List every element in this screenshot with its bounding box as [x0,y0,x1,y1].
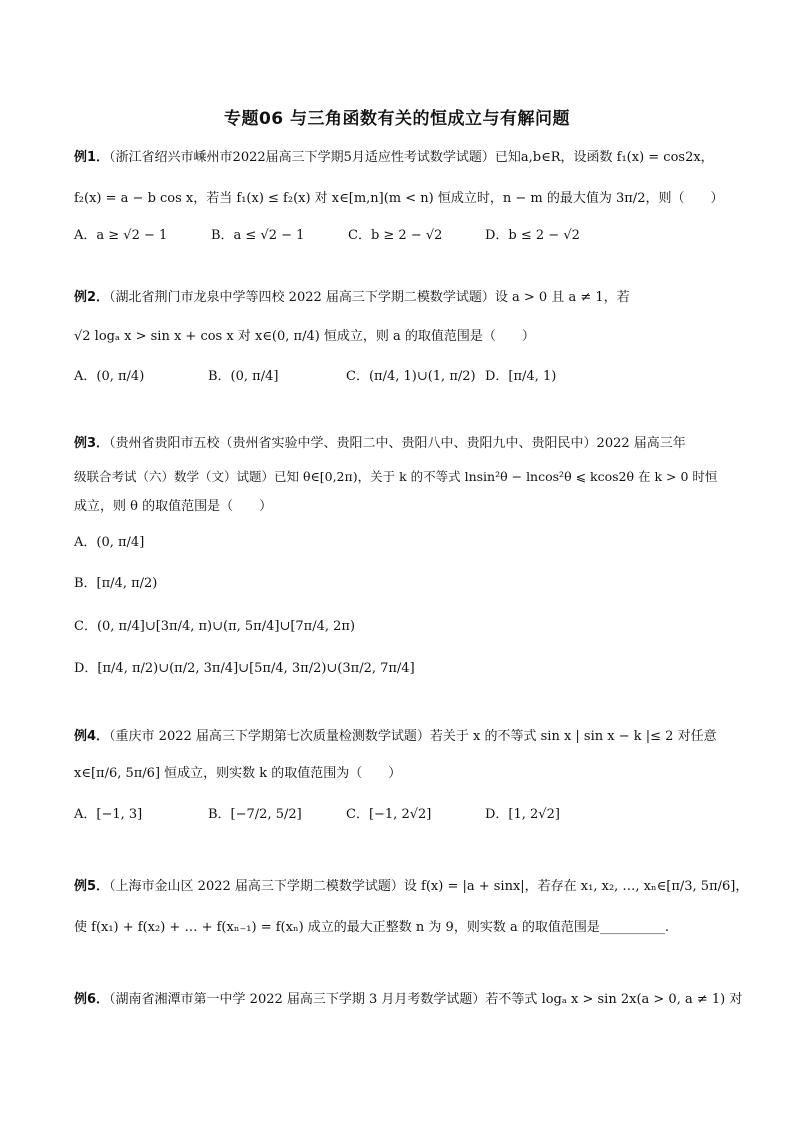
problem-6-line-1: 例6．（湖南省湘潭市第一中学 2022 届高三下学期 3 月月考数学试题）若不等式 logₐ x > sin 2x(a > 0, a ≠ 1) 对 [74,992,743,1007]
problem-1-option-a: A．a ≥ √2 − 1 [74,228,168,243]
problem-5-line-2: 使 f(x₁) + f(x₂) + … + f(xₙ₋₁) = f(xₙ) 成立的最大正整数 n 为 9，则实数 a 的取值范围是__________. [74,920,669,935]
problem-5-line-1: 例5．（上海市金山区 2022 届高三下学期二模数学试题）设 f(x) = |a + sinx|，若存在 x₁, x₂, …, xₙ∈[π/3, 5π/6]， [74,879,749,894]
problem-4-option-a: A．[−1, 3] [74,807,143,822]
problem-3-line-2: 级联合考试（六）数学（文）试题）已知 θ∈[0,2π)，关于 k 的不等式 lnsin²θ − lncos²θ ⩽ kcos2θ 在 k > 0 时恒 [74,469,718,484]
problem-1-option-d: D．b ≤ 2 − √2 [485,228,580,243]
problem-4-line-1: 例4．（重庆市 2022 届高三下学期第七次质量检测数学试题）若关于 x 的不等式 sin x | sin x − k |≤ 2 对任意 [74,729,717,744]
problem-1-tag: 例1． [74,150,110,165]
problem-3-option-b: B．[π/4, π/2) [74,576,158,591]
problem-4-option-b: B．[−7/2, 5/2] [208,807,302,822]
problem-2-option-d: D．[π/4, 1) [485,369,557,384]
problem-4-tag: 例4． [74,729,110,744]
problem-2-line-2: √2 logₐ x > sin x + cos x 对 x∈(0, π/4) 恒成立，则 a 的取值范围是（ ） [74,329,535,344]
problem-4-option-c: C．[−1, 2√2] [346,807,432,822]
problem-2-option-c: C．(π/4, 1)∪(1, π/2) [346,369,476,384]
problem-3-option-a: A．(0, π/4] [74,535,145,550]
problem-3-tag: 例3． [74,436,110,451]
problem-2-tag: 例2． [74,290,110,305]
problem-1-line-2: f₂(x) = a − b cos x，若当 f₁(x) ≤ f₂(x) 对 x∈[m,n](m < n) 恒成立时，n − m 的最大值为 3π/2，则（ ） [74,191,724,206]
problem-6-tag: 例6． [74,992,110,1007]
problem-2-line-1: 例2．（湖北省荆门市龙泉中学等四校 2022 届高三下学期二模数学试题）设 a > 0 且 a ≠ 1，若 [74,290,630,305]
problem-3-option-d: D．[π/4, π/2)∪(π/2, 3π/4]∪[5π/4, 3π/2)∪(3π/2, 7π/4] [74,661,415,676]
problem-3-line-1: 例3．（贵州省贵阳市五校（贵州省实验中学、贵阳二中、贵阳八中、贵阳九中、贵阳民中）2022 届高三年 [74,436,686,451]
problem-4-line-2: x∈[π/6, 5π/6] 恒成立，则实数 k 的取值范围为（ ） [74,766,402,781]
problem-3-option-c: C．(0, π/4]∪[3π/4, π)∪(π, 5π/4]∪[7π/4, 2π) [74,619,356,634]
problem-2-option-a: A．(0, π/4) [74,369,145,384]
problem-1-line-1: 例1．（浙江省绍兴市嵊州市2022届高三下学期5月适应性考试数学试题）已知a,b∈R，设函数 f₁(x) = cos2x， [74,150,714,165]
problem-1-option-c: C．b ≥ 2 − √2 [348,228,443,243]
problem-2-option-b: B．(0, π/4] [208,369,279,384]
problem-5-tag: 例5． [74,879,110,894]
problem-4-option-d: D．[1, 2√2] [485,807,560,822]
page-title: 专题06 与三角函数有关的恒成立与有解问题 [223,109,571,129]
problem-1-option-b: B．a ≤ √2 − 1 [211,228,305,243]
problem-3-line-3: 成立，则 θ 的取值范围是（ ） [74,499,273,514]
